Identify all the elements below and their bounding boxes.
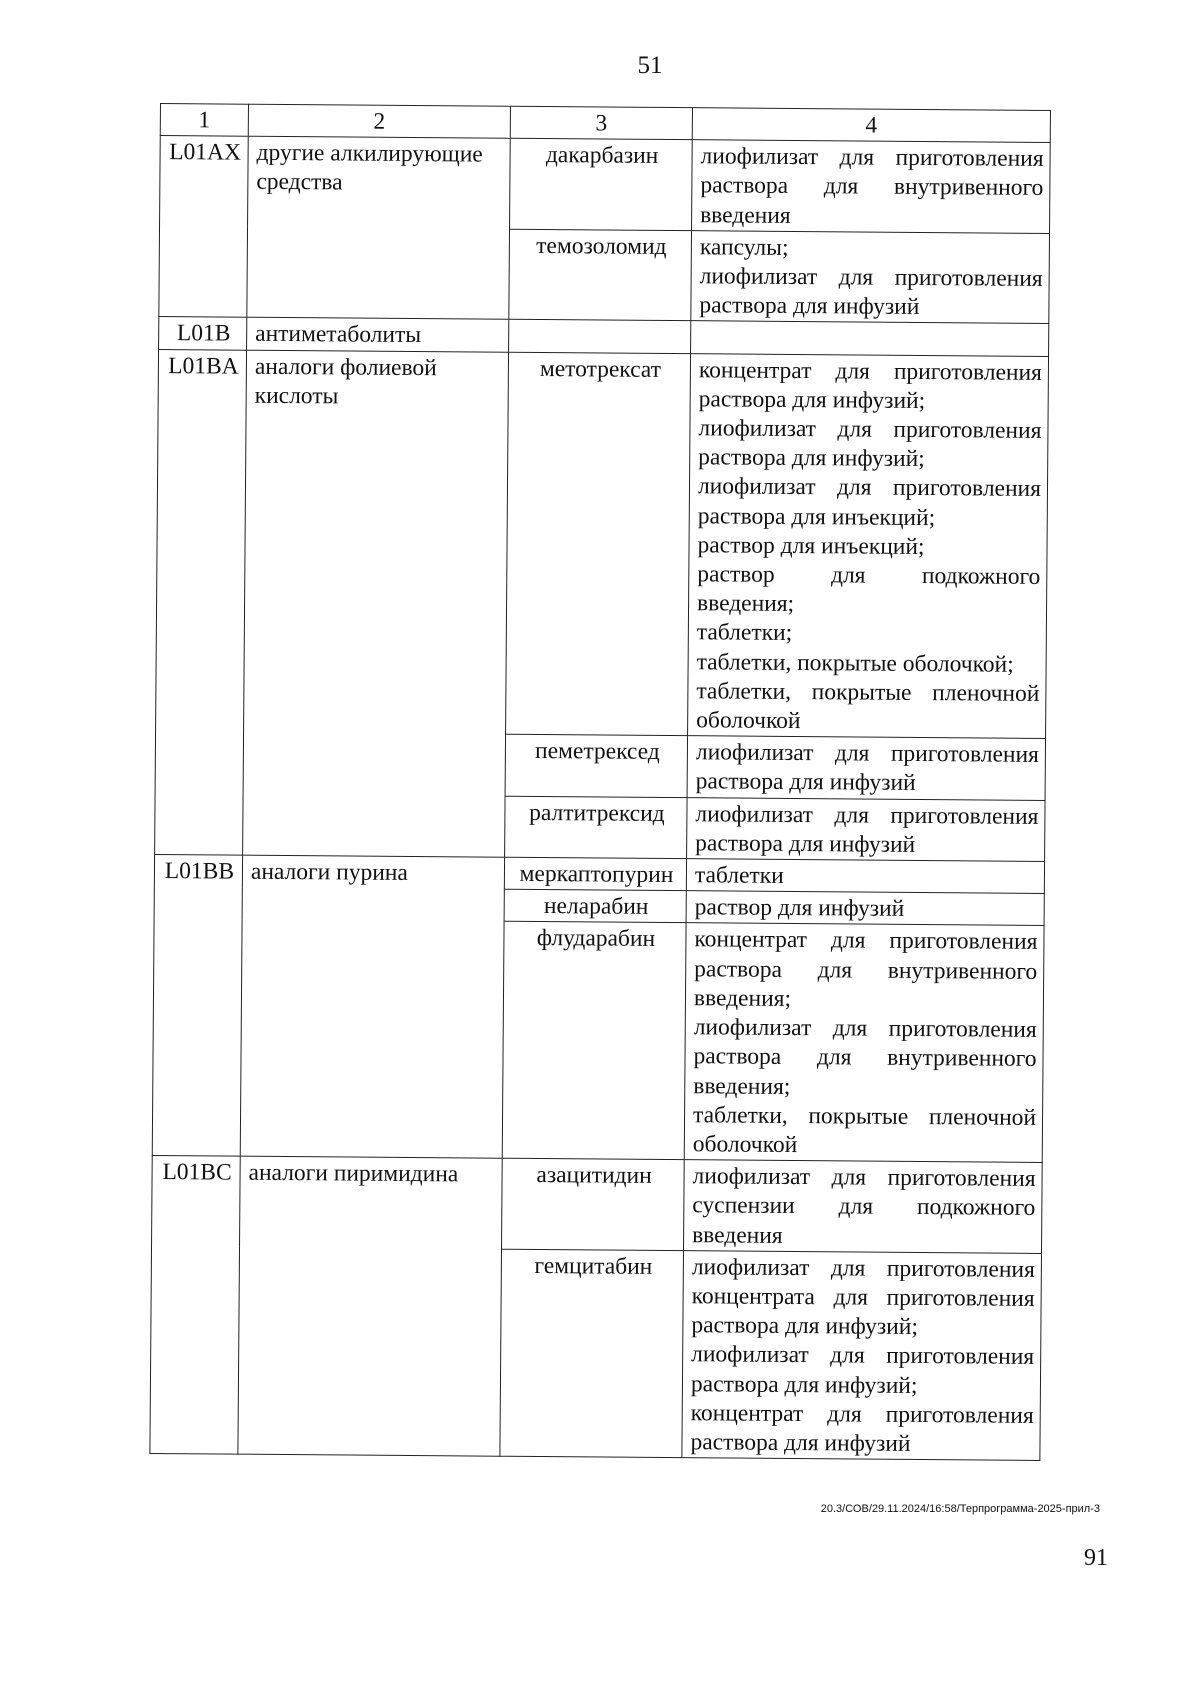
drug-name: флударабин	[502, 922, 686, 1160]
dosage-form: таблетки, покрытые пленочной оболочкой	[692, 1101, 1037, 1158]
atc-code: L01B	[159, 317, 247, 350]
drug-name: пеметрексед	[505, 734, 687, 797]
drug-name: неларабин	[504, 890, 686, 924]
table-row	[152, 1156, 1043, 1254]
group-name: другие алкилирующие средства	[247, 136, 510, 319]
table-row	[160, 136, 1051, 234]
atc-code: L01BC	[150, 1156, 240, 1455]
atc-code: L01BA	[155, 349, 247, 855]
empty-cell	[509, 320, 691, 354]
empty-cell	[691, 321, 1049, 356]
atc-code: L01AX	[159, 136, 248, 318]
dosage-form: таблетки;	[696, 619, 793, 647]
dosage-form: таблетки, покрытые оболочкой;	[696, 648, 1014, 678]
dosage-forms	[684, 1160, 1043, 1253]
dosage-form: раствор для подкожного введения;	[696, 561, 1041, 618]
drug-name: меркаптопурин	[504, 857, 686, 891]
column-header: 3	[510, 106, 692, 140]
dosage-form: лиофилизат для приготовления раствора для инфузий;	[698, 415, 1042, 473]
table-row	[154, 855, 1044, 894]
dosage-forms	[692, 140, 1051, 233]
dosage-form: лиофилизат для приготовления концентрата для приготовления раствора для инфузий;	[691, 1253, 1035, 1341]
atc-code: L01BB	[152, 855, 242, 1157]
dosage-form: лиофилизат для приготовления раствора для инфузий	[699, 263, 1043, 321]
dosage-form: лиофилизат для приготовления раствора для внутривенного введения;	[693, 1014, 1037, 1100]
dosage-forms	[682, 1250, 1042, 1460]
dosage-form: лиофилизат для приготовления раствора для инфузий	[695, 739, 1040, 797]
group-name: аналоги пиримидина	[238, 1156, 502, 1456]
dosage-form: концентрат для приготовления раствора для внутривенного введения;	[693, 926, 1038, 1012]
column-header: 4	[692, 108, 1050, 143]
dosage-forms	[688, 353, 1049, 738]
dosage-forms	[687, 736, 1045, 800]
table-row	[156, 349, 1049, 739]
dosage-form: лиофилизат для приготовления раствора для инфузий;	[690, 1341, 1035, 1399]
document-reference: 20.3/СОВ/29.11.2024/16:58/Терпрограмма-2025-прил-3	[820, 1503, 1100, 1515]
drug-name: темозоломид	[509, 229, 692, 321]
dosage-form: концентрат для приготовления раствора для инфузий;	[698, 356, 1043, 414]
dosage-form: лиофилизат для приготовления раствора для внутривенного введения	[700, 143, 1044, 229]
dosage-form: таблетки, покрытые пленочной оболочкой	[696, 678, 1040, 735]
dosage-form: капсулы;	[699, 234, 789, 261]
drug-name: ралтитрексид	[505, 796, 687, 859]
dosage-form: раствор для инъекций;	[697, 532, 925, 560]
column-header: 2	[248, 104, 510, 138]
dosage-form: лиофилизат для приготовления раствора для инфузий	[695, 800, 1039, 858]
dosage-forms	[686, 891, 1044, 926]
dosage-form: раствор для инфузий	[694, 894, 905, 923]
drug-name: гемцитабин	[500, 1249, 684, 1458]
sheet-number: 91	[1084, 1545, 1108, 1571]
dosage-forms	[687, 797, 1045, 861]
dosage-form: лиофилизат для приготовления суспензии для подкожного введения	[692, 1163, 1036, 1249]
column-header: 1	[160, 104, 248, 137]
group-name: аналоги пурина	[240, 855, 504, 1158]
page-number: 51	[637, 52, 663, 79]
group-name: аналоги фолиевой кислоты	[243, 350, 509, 857]
drug-name: азацитидин	[502, 1158, 685, 1250]
dosage-forms	[686, 859, 1044, 894]
drug-name: метотрексат	[506, 352, 691, 736]
dosage-forms	[691, 230, 1050, 323]
dosage-forms	[684, 923, 1044, 1162]
group-name: антиметаболиты	[247, 318, 509, 352]
dosage-form: концентрат для приготовления раствора для инфузий	[690, 1399, 1034, 1457]
dosage-form: лиофилизат для приготовления раствора для инъекций;	[697, 473, 1042, 531]
drug-table	[149, 103, 1051, 1461]
dosage-form: таблетки	[694, 862, 784, 890]
drug-name: дакарбазин	[510, 138, 693, 230]
